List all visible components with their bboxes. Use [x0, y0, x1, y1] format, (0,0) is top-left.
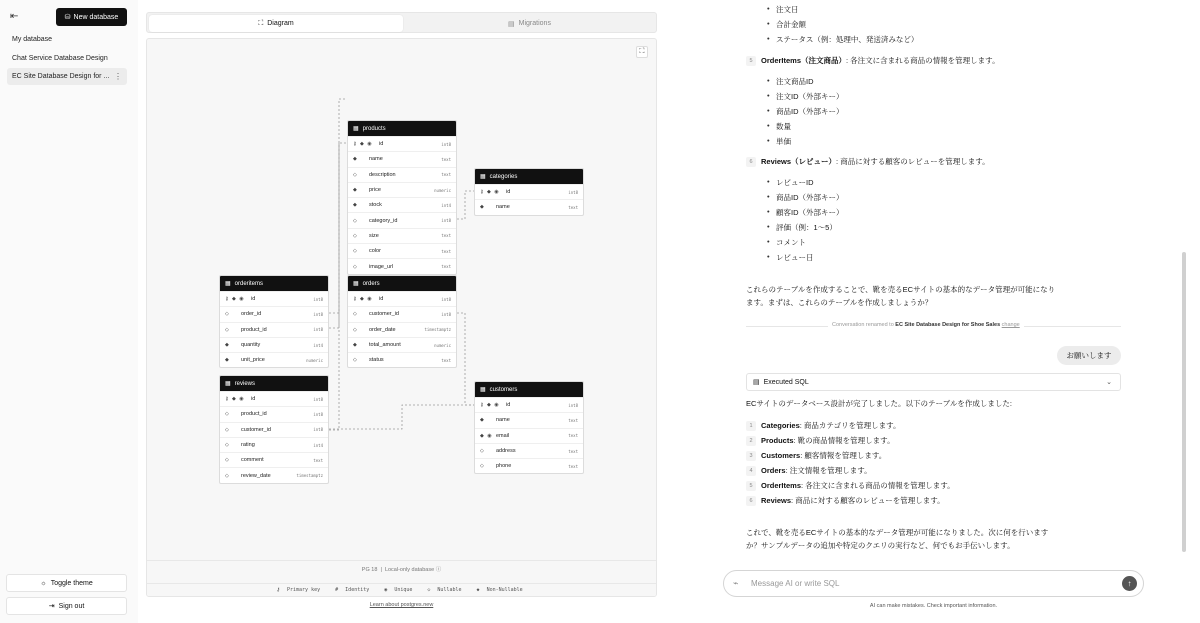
column-constraint-icon: ◆	[353, 202, 358, 209]
column-name: quantity	[241, 342, 261, 349]
column-type: timestamptz	[296, 473, 323, 479]
item-title: Reviews（レビュー）	[761, 157, 837, 166]
table-icon: ▦	[480, 387, 486, 393]
table-column-row[interactable]	[348, 337, 456, 352]
sidebar-item-label: My database	[12, 36, 53, 43]
sun-icon: ☼	[40, 579, 47, 587]
column-constraint-icon: ◆	[480, 204, 485, 211]
item-desc: : 各注文に含まれる商品の情報を管理します。	[846, 56, 1000, 65]
column-name: comment	[241, 457, 264, 464]
chat-scrollbar[interactable]	[1182, 252, 1186, 552]
column-type: int8	[441, 311, 451, 317]
column-name: review_date	[241, 472, 271, 479]
column-name: id	[506, 402, 511, 409]
send-button[interactable]: ↑	[1122, 576, 1137, 591]
table-name: orderitems	[234, 280, 264, 287]
table-column-row[interactable]	[348, 306, 456, 321]
chat-input-placeholder: Message AI or write SQL	[751, 579, 840, 588]
column-constraint-icon: ◇	[353, 263, 358, 270]
column-type: int8	[313, 311, 323, 317]
table-icon: ▦	[353, 281, 359, 287]
table-column-row[interactable]	[348, 197, 456, 212]
column-constraint-icon: ◇	[225, 411, 230, 418]
column-name: product_id	[241, 411, 267, 418]
table-icon: ▦	[353, 126, 359, 132]
item-title: OrderItems	[761, 481, 802, 490]
column-type: numeric	[306, 357, 323, 363]
table-column-row[interactable]	[475, 458, 583, 473]
column-type: text	[441, 357, 451, 363]
column-constraint-icon: ◆	[225, 342, 230, 349]
column-name: color	[369, 248, 381, 255]
column-constraint-icon: ⚷ ◆ ◉	[353, 141, 373, 148]
table-column-row[interactable]	[475, 199, 583, 214]
list-item	[761, 435, 895, 446]
column-type: text	[441, 172, 451, 178]
column-name: name	[369, 156, 383, 163]
column-name: category_id	[369, 217, 398, 224]
rename-notice: Conversation renamed to EC Site Database Design for Shoe Sales change	[828, 322, 1024, 328]
sign-out-label: Sign out	[58, 602, 85, 610]
column-constraint-icon: ◇	[225, 426, 230, 433]
column-type: numeric	[434, 187, 451, 193]
column-name: address	[496, 448, 516, 455]
more-options-icon[interactable]: ⋮	[114, 72, 122, 81]
toggle-theme-button[interactable]	[6, 574, 127, 592]
sql-icon: ▤	[753, 379, 760, 386]
column-name: stock	[369, 202, 382, 209]
item-desc: : 商品に対する顧客のレビューを管理します。	[791, 496, 945, 505]
table-column-row[interactable]	[475, 443, 583, 458]
column-name: customer_id	[241, 426, 271, 433]
fk-line-product	[329, 143, 347, 328]
chat-input[interactable]	[723, 570, 1144, 597]
item-desc: : 各注文に含まれる商品の情報を管理します。	[801, 481, 955, 490]
column-constraint-icon: ◇	[225, 326, 230, 333]
file-icon: ▤	[508, 20, 515, 28]
list-item	[761, 465, 872, 476]
table-column-row[interactable]	[348, 151, 456, 166]
column-name: id	[379, 296, 384, 303]
column-constraint-icon: ◇	[353, 357, 358, 364]
view-tabs	[146, 12, 657, 33]
list-item: • 注文ID（外部キー）	[776, 91, 844, 102]
legend-unique: ◉ Unique	[384, 587, 413, 593]
item-title: Customers	[761, 451, 801, 460]
column-constraint-icon: ◇	[353, 171, 358, 178]
column-type: text	[568, 204, 578, 210]
item-title: OrderItems（注文商品）	[761, 56, 847, 65]
table-column-row[interactable]	[220, 322, 328, 337]
column-constraint-icon: ◇	[353, 311, 358, 318]
item-desc: : 注文情報を管理します。	[785, 466, 872, 475]
item-title: Products	[761, 436, 794, 445]
column-name: product_id	[241, 326, 267, 333]
column-list	[348, 136, 456, 274]
column-type: int4	[313, 442, 323, 448]
table-column-row[interactable]	[348, 291, 456, 306]
executed-sql-toggle[interactable]	[746, 373, 1121, 391]
table-column-row[interactable]	[220, 337, 328, 352]
list-item: • 顧客ID（外部キー）	[776, 207, 844, 218]
column-list	[475, 397, 583, 473]
assistant-message: これらのテーブルを作成することで、靴を売るECサイトの基本的なデータ管理が可能になります。まずは、これらのテーブルを作成しましょうか？	[746, 285, 1056, 307]
table-column-row[interactable]	[220, 291, 328, 306]
column-type: text	[568, 448, 578, 454]
table-icon: ▦	[225, 281, 231, 287]
new-database-button[interactable]	[56, 8, 127, 26]
column-name: name	[496, 204, 510, 211]
sidebar-item-ec-site[interactable]	[7, 68, 127, 85]
db-info: PG 18 | Local-only database ⓘ	[361, 567, 442, 573]
table-name: orders	[362, 280, 380, 287]
column-constraint-icon: ⚷ ◆ ◉	[225, 396, 245, 403]
list-item: • 注文商品ID	[776, 76, 814, 87]
item-desc: : 靴の商品情報を管理します。	[793, 436, 895, 445]
sign-out-icon: ⇥	[48, 603, 55, 610]
column-name: price	[369, 187, 381, 194]
column-name: description	[369, 171, 396, 178]
fk-line-category	[457, 191, 474, 219]
column-name: phone	[496, 463, 512, 470]
table-column-row[interactable]	[348, 136, 456, 151]
column-constraint-icon: ◇	[480, 448, 485, 455]
erd-table-orders[interactable]	[347, 275, 457, 368]
column-type: int8	[313, 427, 323, 433]
column-constraint-icon: ◇	[353, 326, 358, 333]
pg-version: PG 18	[361, 567, 378, 573]
column-constraint-icon: ◇	[225, 472, 230, 479]
legend-nullable: ◇ Nullable	[427, 587, 462, 593]
table-name: customers	[489, 386, 518, 393]
column-constraint-icon: ◆ ◉	[480, 432, 493, 439]
column-type: int8	[568, 402, 578, 408]
local-only-label: Local-only database ⓘ	[384, 567, 442, 573]
table-column-row[interactable]	[220, 391, 328, 406]
list-item: • 数量	[776, 121, 791, 132]
item-title: Orders	[761, 466, 786, 475]
column-type: text	[568, 433, 578, 439]
column-constraint-icon: ◇	[353, 248, 358, 255]
column-type: int8	[441, 141, 451, 147]
list-number: 1	[746, 421, 756, 431]
column-name: order_date	[369, 326, 396, 333]
column-name: image_url	[369, 263, 394, 270]
table-column-row[interactable]	[348, 182, 456, 197]
column-name: id	[251, 396, 256, 403]
sidebar-item-chat-service[interactable]	[7, 50, 127, 67]
table-column-row[interactable]	[220, 467, 328, 482]
column-constraint-icon: ◆	[225, 357, 230, 364]
column-type: text	[568, 417, 578, 423]
list-item	[761, 420, 901, 431]
table-column-row[interactable]	[220, 406, 328, 421]
list-item: • 合計金額	[776, 19, 806, 30]
column-type: text	[441, 156, 451, 162]
table-column-row[interactable]	[220, 422, 328, 437]
column-name: rating	[241, 442, 255, 449]
list-item: • コメント	[776, 237, 806, 248]
column-constraint-icon: ⚷ ◆ ◉	[480, 402, 500, 409]
sidebar-item-label: EC Site Database Design for ...	[12, 73, 110, 80]
table-column-row[interactable]	[475, 428, 583, 443]
table-icon: ▦	[480, 174, 486, 180]
column-constraint-icon: ◇	[225, 442, 230, 449]
legend-primary-key: ⚷ Primary key	[276, 587, 321, 593]
user-message: お願いします	[1057, 346, 1121, 365]
list-number: 3	[746, 451, 756, 461]
tab-label: Migrations	[518, 20, 551, 27]
column-constraint-icon: ◇	[225, 311, 230, 318]
column-constraint-icon: ◇	[480, 463, 485, 470]
disclaimer: AI can make mistakes. Check important information.	[869, 603, 998, 609]
item-title: Categories	[761, 421, 800, 430]
table-column-row[interactable]	[220, 306, 328, 321]
attach-icon[interactable]: ⌁	[733, 578, 739, 588]
column-name: status	[369, 357, 384, 364]
list-item: • 商品ID（外部キー）	[776, 106, 844, 117]
table-icon: ▦	[225, 381, 231, 387]
item-desc: : 顧客情報を管理します。	[800, 451, 887, 460]
diagram-icon: ⛶	[258, 19, 264, 27]
column-constraint-icon: ◇	[353, 232, 358, 239]
list-item: • 商品ID（外部キー）	[776, 192, 844, 203]
table-column-row[interactable]	[348, 258, 456, 273]
diagram-panel	[146, 12, 657, 597]
change-link[interactable]: change	[1001, 322, 1020, 328]
column-list	[475, 184, 583, 215]
fk-line-order	[329, 99, 347, 313]
column-constraint-icon: ⚷ ◆ ◉	[225, 296, 245, 303]
column-name: name	[496, 417, 510, 424]
list-item: • ステータス（例：処理中、発送済みなど）	[776, 34, 918, 45]
diagram-footer	[147, 560, 656, 596]
column-list	[220, 391, 328, 483]
list-number: 4	[746, 466, 756, 476]
assistant-message: ECサイトのデータベース設計が完了しました。以下のテーブルを作成しました:	[746, 399, 1012, 408]
list-item: • 評価（例：1〜5）	[776, 222, 837, 233]
column-type: int8	[568, 189, 578, 195]
item-title: Reviews	[761, 496, 792, 505]
column-name: id	[379, 141, 384, 148]
column-type: text	[313, 457, 323, 463]
list-number: 6	[746, 157, 756, 167]
list-item	[761, 55, 1000, 66]
item-desc: : 商品に対する顧客のレビューを管理します。	[836, 157, 990, 166]
list-number: 5	[746, 56, 756, 66]
column-name: unit_price	[241, 357, 265, 364]
table-column-row[interactable]	[475, 397, 583, 412]
erd-table-reviews[interactable]	[219, 375, 329, 484]
sidebar-item-my-database[interactable]	[7, 31, 127, 48]
column-constraint-icon: ◆	[353, 342, 358, 349]
column-type: int4	[441, 202, 451, 208]
column-constraint-icon: ◇	[353, 217, 358, 224]
table-column-row[interactable]	[475, 412, 583, 427]
legend	[147, 583, 656, 593]
learn-link[interactable]: Learn about postgres.new	[369, 602, 434, 608]
database-icon: ⛁	[64, 14, 71, 21]
column-type: text	[441, 233, 451, 239]
column-name: order_id	[241, 311, 262, 318]
list-number: 5	[746, 481, 756, 491]
column-type: text	[441, 248, 451, 254]
column-type: numeric	[434, 342, 451, 348]
erd-canvas[interactable]	[146, 38, 657, 597]
list-number: 6	[746, 496, 756, 506]
column-list	[348, 291, 456, 367]
collapse-sidebar-icon[interactable]: ⇤	[10, 11, 19, 22]
table-column-row[interactable]	[220, 352, 328, 367]
erd-table-categories[interactable]	[474, 168, 584, 216]
legend-identity: # Identity	[335, 587, 370, 593]
column-name: id	[251, 296, 256, 303]
sidebar-item-label: Chat Service Database Design	[12, 55, 108, 62]
fullscreen-icon[interactable]: ⛶	[636, 46, 648, 58]
column-type: timestamptz	[424, 327, 451, 333]
legend-non-nullable: ◆ Non-Nullable	[476, 587, 523, 593]
list-item: • レビュー日	[776, 252, 814, 263]
column-constraint-icon: ⚷ ◆ ◉	[480, 189, 500, 196]
column-constraint-icon: ◆	[353, 156, 358, 163]
column-type: text	[568, 463, 578, 469]
item-desc: : 商品カテゴリを管理します。	[799, 421, 901, 430]
column-type: int8	[313, 296, 323, 302]
column-type: int8	[441, 218, 451, 224]
table-column-row[interactable]	[348, 322, 456, 337]
executed-sql-label: Executed SQL	[763, 378, 809, 386]
tab-diagram[interactable]	[149, 15, 403, 32]
table-column-row[interactable]	[220, 437, 328, 452]
table-column-row[interactable]	[475, 184, 583, 199]
column-name: total_amount	[369, 342, 401, 349]
chat-panel	[723, 0, 1144, 623]
tab-label: Diagram	[267, 20, 294, 27]
column-list	[220, 291, 328, 367]
list-item: • 単価	[776, 136, 791, 147]
column-name: customer_id	[369, 311, 399, 318]
table-column-row[interactable]	[348, 243, 456, 258]
fk-line-review-product	[329, 143, 339, 430]
table-column-row[interactable]	[220, 452, 328, 467]
conversation-name: EC Site Database Design for Shoe Sales	[895, 322, 1001, 328]
new-database-label: New database	[73, 13, 119, 21]
assistant-message: これで、靴を売るECサイトの基本的なデータ管理が可能になりました。次に何を行いますか？サンプルデータの追加や特定のクエリの実行など、何でもお手伝いします。	[746, 528, 1049, 550]
chevron-down-icon: ⌄	[1106, 379, 1112, 386]
column-type: int8	[313, 327, 323, 333]
column-constraint-icon: ◆	[480, 417, 485, 424]
column-constraint-icon: ◇	[225, 457, 230, 464]
table-name: products	[362, 125, 386, 132]
erd-table-orderitems[interactable]	[219, 275, 329, 368]
table-column-row[interactable]	[348, 212, 456, 227]
table-column-row[interactable]	[348, 352, 456, 367]
column-name: email	[496, 432, 510, 439]
list-item: • 注文日	[776, 4, 799, 15]
erd-table-customers[interactable]	[474, 381, 584, 474]
list-item	[761, 156, 990, 167]
toggle-theme-label: Toggle theme	[50, 579, 93, 587]
table-column-row[interactable]	[348, 167, 456, 182]
column-constraint-icon: ◆	[353, 187, 358, 194]
list-item	[761, 480, 955, 491]
column-name: size	[369, 232, 379, 239]
column-type: int4	[313, 342, 323, 348]
erd-table-products[interactable]	[347, 120, 457, 275]
column-constraint-icon: ⚷ ◆ ◉	[353, 296, 373, 303]
list-item	[761, 495, 945, 506]
table-column-row[interactable]	[348, 228, 456, 243]
table-name: categories	[489, 173, 518, 180]
list-item	[761, 450, 886, 461]
column-type: int8	[441, 296, 451, 302]
fk-line-review-customer	[329, 405, 474, 429]
column-type: int8	[313, 411, 323, 417]
tab-migrations[interactable]	[403, 15, 656, 32]
list-item: • レビューID	[776, 177, 814, 188]
list-number: 2	[746, 436, 756, 446]
fk-line-customer	[457, 313, 474, 405]
column-name: id	[506, 189, 511, 196]
column-type: text	[441, 264, 451, 270]
table-name: reviews	[234, 380, 256, 387]
sign-out-button[interactable]	[6, 597, 127, 615]
sidebar	[0, 0, 138, 623]
column-type: int8	[313, 396, 323, 402]
